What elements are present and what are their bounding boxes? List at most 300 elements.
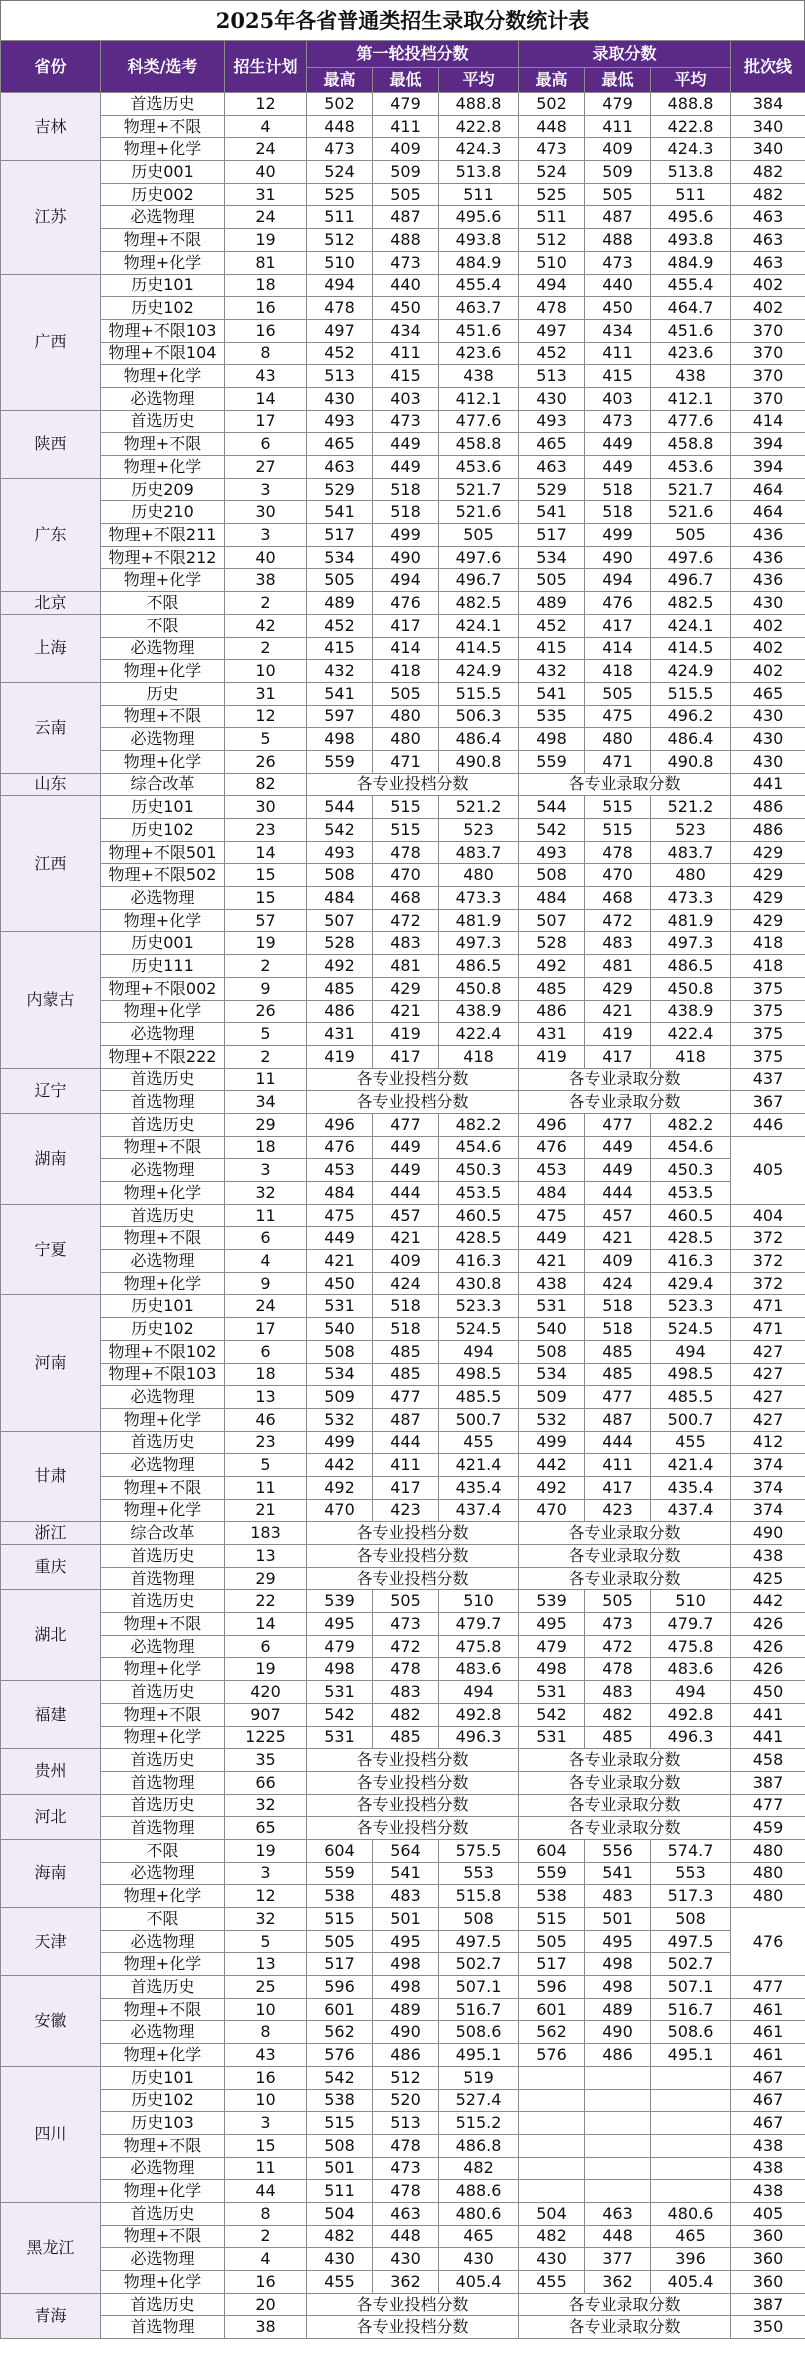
batch-line-cell: 429 <box>731 841 805 864</box>
track-cell: 必选物理 <box>101 2157 225 2180</box>
plan-cell: 11 <box>225 1476 307 1499</box>
filing-max-cell: 534 <box>307 546 373 569</box>
filing-min-cell: 541 <box>373 1862 439 1885</box>
filing-min-cell: 421 <box>373 1000 439 1023</box>
filing-min-cell: 481 <box>373 955 439 978</box>
table-row <box>1 1908 805 1931</box>
track-cell: 物理+不限 <box>101 1703 225 1726</box>
filing-min-cell: 473 <box>373 251 439 274</box>
track-cell: 物理+化学 <box>101 660 225 683</box>
filing-avg-cell: 438 <box>439 365 519 388</box>
filing-min-cell: 434 <box>373 319 439 342</box>
filing-max-cell: 529 <box>307 478 373 501</box>
province-cell: 重庆 <box>1 1545 101 1590</box>
filing-avg-cell: 477.6 <box>439 410 519 433</box>
filing-min-cell: 515 <box>373 796 439 819</box>
filing-avg-cell: 465 <box>439 2225 519 2248</box>
batch-line-cell: 340 <box>731 115 805 138</box>
filing-min-cell: 487 <box>373 206 439 229</box>
filing-max-cell: 576 <box>307 2044 373 2067</box>
track-cell: 首选历史 <box>101 1681 225 1704</box>
filing-avg-cell: 475.8 <box>439 1635 519 1658</box>
track-cell: 物理+不限502 <box>101 864 225 887</box>
table-row <box>1 1386 805 1409</box>
header-filing-max: 最高 <box>307 68 373 93</box>
filing-avg-cell: 450.8 <box>439 977 519 1000</box>
filing-min-cell: 463 <box>373 2202 439 2225</box>
plan-cell: 14 <box>225 387 307 410</box>
admission-max-cell: 540 <box>519 1318 585 1341</box>
batch-line-cell: 429 <box>731 887 805 910</box>
track-cell: 历史111 <box>101 955 225 978</box>
filing-max-cell: 497 <box>307 319 373 342</box>
filing-max-cell: 484 <box>307 1182 373 1205</box>
plan-cell: 6 <box>225 1227 307 1250</box>
province-cell: 湖北 <box>1 1590 101 1681</box>
batch-line-cell: 436 <box>731 569 805 592</box>
admission-max-cell: 601 <box>519 1998 585 2021</box>
admission-max-cell: 438 <box>519 1272 585 1295</box>
batch-line-cell: 430 <box>731 705 805 728</box>
admission-min-cell <box>585 2157 651 2180</box>
admission-max-cell: 465 <box>519 433 585 456</box>
track-cell: 必选物理 <box>101 1023 225 1046</box>
batch-line-cell: 446 <box>731 1113 805 1136</box>
table-row <box>1 183 805 206</box>
admission-avg-cell: 480.6 <box>651 2202 731 2225</box>
admission-min-cell: 494 <box>585 569 651 592</box>
admission-min-cell: 409 <box>585 138 651 161</box>
filing-avg-cell: 521.6 <box>439 501 519 524</box>
plan-cell: 32 <box>225 1794 307 1817</box>
filing-max-cell: 432 <box>307 660 373 683</box>
table-row <box>1 1476 805 1499</box>
admission-min-cell: 414 <box>585 637 651 660</box>
track-cell: 首选历史 <box>101 1113 225 1136</box>
admission-avg-cell: 495.6 <box>651 206 731 229</box>
admission-avg-cell: 488.8 <box>651 93 731 116</box>
filing-min-cell: 478 <box>373 2180 439 2203</box>
batch-line-cell: 461 <box>731 1998 805 2021</box>
admission-min-cell: 417 <box>585 1045 651 1068</box>
track-cell: 必选物理 <box>101 728 225 751</box>
admission-min-cell: 487 <box>585 1408 651 1431</box>
track-cell: 首选历史 <box>101 1068 225 1091</box>
all-majors-filing-cell: 各专业投档分数 <box>307 1068 519 1091</box>
filing-avg-cell: 418 <box>439 1045 519 1068</box>
filing-min-cell: 421 <box>373 1227 439 1250</box>
all-majors-admission-cell: 各专业录取分数 <box>519 1771 731 1794</box>
plan-cell: 10 <box>225 660 307 683</box>
track-cell: 必选物理 <box>101 1159 225 1182</box>
table-row <box>1 750 805 773</box>
admission-min-cell: 483 <box>585 1681 651 1704</box>
admission-avg-cell: 515.5 <box>651 682 731 705</box>
track-cell: 必选物理 <box>101 1862 225 1885</box>
admission-avg-cell: 496.3 <box>651 1726 731 1749</box>
admission-avg-cell: 438 <box>651 365 731 388</box>
filing-max-cell: 484 <box>307 887 373 910</box>
filing-max-cell: 421 <box>307 1250 373 1273</box>
admission-max-cell: 512 <box>519 229 585 252</box>
province-cell: 云南 <box>1 682 101 773</box>
filing-avg-cell: 437.4 <box>439 1499 519 1522</box>
admission-max-cell: 489 <box>519 592 585 615</box>
admission-min-cell: 483 <box>585 1885 651 1908</box>
table-header <box>1 41 805 93</box>
filing-max-cell: 538 <box>307 2089 373 2112</box>
filing-min-cell: 485 <box>373 1726 439 1749</box>
province-cell: 北京 <box>1 592 101 615</box>
table-row <box>1 932 805 955</box>
filing-avg-cell: 435.4 <box>439 1476 519 1499</box>
admission-min-cell <box>585 2066 651 2089</box>
admission-max-cell: 485 <box>519 977 585 1000</box>
filing-max-cell: 431 <box>307 1023 373 1046</box>
plan-cell: 12 <box>225 705 307 728</box>
table-row <box>1 1250 805 1273</box>
all-majors-admission-cell: 各专业录取分数 <box>519 1091 731 1114</box>
province-cell: 福建 <box>1 1681 101 1749</box>
filing-max-cell: 470 <box>307 1499 373 1522</box>
filing-max-cell: 531 <box>307 1681 373 1704</box>
admission-max-cell: 470 <box>519 1499 585 1522</box>
batch-line-cell: 402 <box>731 614 805 637</box>
batch-line-cell: 438 <box>731 2157 805 2180</box>
filing-max-cell: 492 <box>307 1476 373 1499</box>
all-majors-admission-cell: 各专业录取分数 <box>519 2316 731 2339</box>
track-cell: 首选历史 <box>101 1749 225 1772</box>
filing-max-cell: 486 <box>307 1000 373 1023</box>
admission-avg-cell: 424.9 <box>651 660 731 683</box>
batch-line-cell: 463 <box>731 229 805 252</box>
table-row <box>1 546 805 569</box>
plan-cell: 32 <box>225 1908 307 1931</box>
filing-max-cell: 449 <box>307 1227 373 1250</box>
filing-min-cell: 518 <box>373 1318 439 1341</box>
filing-avg-cell: 494 <box>439 1681 519 1704</box>
filing-max-cell: 482 <box>307 2225 373 2248</box>
admission-avg-cell: 479.7 <box>651 1613 731 1636</box>
table-row <box>1 319 805 342</box>
filing-min-cell: 487 <box>373 1408 439 1431</box>
track-cell: 物理+化学 <box>101 1499 225 1522</box>
plan-cell: 16 <box>225 297 307 320</box>
track-cell: 首选物理 <box>101 1567 225 1590</box>
admission-max-cell: 463 <box>519 456 585 479</box>
admission-max-cell: 492 <box>519 955 585 978</box>
batch-line-cell: 370 <box>731 342 805 365</box>
filing-avg-cell: 428.5 <box>439 1227 519 1250</box>
filing-max-cell: 562 <box>307 2021 373 2044</box>
province-cell: 河北 <box>1 1794 101 1839</box>
filing-avg-cell: 497.5 <box>439 1930 519 1953</box>
province-cell: 广东 <box>1 478 101 591</box>
filing-min-cell: 449 <box>373 1159 439 1182</box>
filing-max-cell: 515 <box>307 2112 373 2135</box>
track-cell: 物理+不限212 <box>101 546 225 569</box>
plan-cell: 12 <box>225 93 307 116</box>
batch-line-cell: 370 <box>731 365 805 388</box>
filing-min-cell: 468 <box>373 887 439 910</box>
filing-avg-cell: 412.1 <box>439 387 519 410</box>
plan-cell: 420 <box>225 1681 307 1704</box>
track-cell: 不限 <box>101 1839 225 1862</box>
admission-min-cell: 475 <box>585 705 651 728</box>
filing-max-cell: 430 <box>307 2248 373 2271</box>
admission-max-cell: 542 <box>519 1703 585 1726</box>
batch-line-cell: 461 <box>731 2021 805 2044</box>
admission-max-cell: 499 <box>519 1431 585 1454</box>
admission-min-cell: 495 <box>585 1930 651 1953</box>
table-row <box>1 1545 805 1568</box>
admission-avg-cell: 438.9 <box>651 1000 731 1023</box>
admission-min-cell: 403 <box>585 387 651 410</box>
filing-avg-cell: 495.6 <box>439 206 519 229</box>
filing-max-cell: 601 <box>307 1998 373 2021</box>
table-row <box>1 342 805 365</box>
score-table <box>0 40 805 2339</box>
filing-avg-cell: 480 <box>439 864 519 887</box>
filing-max-cell: 597 <box>307 705 373 728</box>
admission-avg-cell <box>651 2112 731 2135</box>
admission-min-cell: 423 <box>585 1499 651 1522</box>
all-majors-filing-cell: 各专业投档分数 <box>307 1817 519 1840</box>
table-row <box>1 365 805 388</box>
admission-min-cell: 478 <box>585 1658 651 1681</box>
plan-cell: 31 <box>225 183 307 206</box>
batch-line-cell: 450 <box>731 1681 805 1704</box>
plan-cell: 42 <box>225 614 307 637</box>
track-cell: 物理+化学 <box>101 456 225 479</box>
batch-line-cell: 394 <box>731 456 805 479</box>
batch-line-cell: 372 <box>731 1227 805 1250</box>
table-row <box>1 977 805 1000</box>
filing-max-cell: 455 <box>307 2271 373 2294</box>
admission-avg-cell: 435.4 <box>651 1476 731 1499</box>
track-cell: 物理+不限104 <box>101 342 225 365</box>
admission-min-cell: 477 <box>585 1386 651 1409</box>
admission-min-cell <box>585 2089 651 2112</box>
admission-max-cell: 596 <box>519 1976 585 1999</box>
admission-max-cell: 562 <box>519 2021 585 2044</box>
filing-avg-cell: 527.4 <box>439 2089 519 2112</box>
filing-max-cell: 517 <box>307 1953 373 1976</box>
filing-avg-cell: 455 <box>439 1431 519 1454</box>
filing-min-cell: 417 <box>373 1476 439 1499</box>
table-row <box>1 1590 805 1613</box>
admission-max-cell <box>519 2112 585 2135</box>
batch-line-cell: 418 <box>731 932 805 955</box>
table-row <box>1 2044 805 2067</box>
plan-cell: 8 <box>225 2021 307 2044</box>
filing-avg-cell: 484.9 <box>439 251 519 274</box>
admission-avg-cell: 423.6 <box>651 342 731 365</box>
table-row <box>1 251 805 274</box>
batch-line-cell: 370 <box>731 387 805 410</box>
table-row <box>1 1000 805 1023</box>
filing-max-cell: 415 <box>307 637 373 660</box>
admission-max-cell: 415 <box>519 637 585 660</box>
filing-max-cell: 508 <box>307 2134 373 2157</box>
admission-max-cell: 544 <box>519 796 585 819</box>
filing-min-cell: 430 <box>373 2248 439 2271</box>
admission-max-cell: 452 <box>519 614 585 637</box>
table-row <box>1 410 805 433</box>
batch-line-cell: 436 <box>731 546 805 569</box>
filing-max-cell: 494 <box>307 274 373 297</box>
batch-line-cell: 463 <box>731 251 805 274</box>
table-row <box>1 1363 805 1386</box>
filing-min-cell: 411 <box>373 115 439 138</box>
admission-avg-cell <box>651 2157 731 2180</box>
filing-avg-cell: 575.5 <box>439 1839 519 1862</box>
filing-max-cell: 525 <box>307 183 373 206</box>
filing-max-cell: 513 <box>307 365 373 388</box>
filing-max-cell: 495 <box>307 1613 373 1636</box>
filing-avg-cell: 423.6 <box>439 342 519 365</box>
filing-min-cell: 499 <box>373 524 439 547</box>
table-row <box>1 1567 805 1590</box>
track-cell: 必选物理 <box>101 637 225 660</box>
table-row <box>1 2225 805 2248</box>
admission-max-cell: 509 <box>519 1386 585 1409</box>
filing-min-cell: 498 <box>373 1976 439 1999</box>
plan-cell: 15 <box>225 2134 307 2157</box>
table-row <box>1 524 805 547</box>
filing-avg-cell: 458.8 <box>439 433 519 456</box>
batch-line-cell: 372 <box>731 1272 805 1295</box>
admission-avg-cell: 453.5 <box>651 1182 731 1205</box>
batch-line-cell: 427 <box>731 1386 805 1409</box>
batch-line-cell: 441 <box>731 773 805 796</box>
table-row <box>1 1658 805 1681</box>
filing-max-cell: 538 <box>307 1885 373 1908</box>
admission-max-cell: 431 <box>519 1023 585 1046</box>
filing-min-cell: 418 <box>373 660 439 683</box>
admission-max-cell: 479 <box>519 1635 585 1658</box>
admission-avg-cell: 493.8 <box>651 229 731 252</box>
filing-min-cell: 473 <box>373 1613 439 1636</box>
track-cell: 历史101 <box>101 1295 225 1318</box>
table-row <box>1 660 805 683</box>
track-cell: 物理+化学 <box>101 251 225 274</box>
batch-line-cell: 402 <box>731 660 805 683</box>
filing-min-cell: 513 <box>373 2112 439 2135</box>
filing-avg-cell: 498.5 <box>439 1363 519 1386</box>
admission-avg-cell: 483.6 <box>651 1658 731 1681</box>
filing-max-cell: 531 <box>307 1726 373 1749</box>
filing-avg-cell: 519 <box>439 2066 519 2089</box>
header-filing-min: 最低 <box>373 68 439 93</box>
admission-max-cell: 542 <box>519 819 585 842</box>
filing-avg-cell: 508 <box>439 1908 519 1931</box>
admission-avg-cell: 496.7 <box>651 569 731 592</box>
batch-line-cell: 375 <box>731 977 805 1000</box>
admission-min-cell: 505 <box>585 1590 651 1613</box>
all-majors-admission-cell: 各专业录取分数 <box>519 2293 731 2316</box>
filing-avg-cell: 483.7 <box>439 841 519 864</box>
table-row <box>1 2180 805 2203</box>
plan-cell: 23 <box>225 819 307 842</box>
table-row <box>1 1454 805 1477</box>
table-row <box>1 955 805 978</box>
admission-min-cell: 417 <box>585 614 651 637</box>
filing-max-cell: 542 <box>307 2066 373 2089</box>
plan-cell: 4 <box>225 2248 307 2271</box>
plan-cell: 13 <box>225 1386 307 1409</box>
admission-min-cell: 411 <box>585 342 651 365</box>
filing-min-cell: 485 <box>373 1340 439 1363</box>
table-row <box>1 728 805 751</box>
filing-avg-cell: 463.7 <box>439 297 519 320</box>
batch-line-cell: 477 <box>731 1794 805 1817</box>
filing-min-cell: 478 <box>373 841 439 864</box>
table-row <box>1 682 805 705</box>
batch-line-cell: 437 <box>731 1068 805 1091</box>
admission-min-cell: 449 <box>585 456 651 479</box>
track-cell: 历史103 <box>101 2112 225 2135</box>
admission-avg-cell: 486.5 <box>651 955 731 978</box>
admission-max-cell: 504 <box>519 2202 585 2225</box>
track-cell: 物理+不限 <box>101 433 225 456</box>
filing-min-cell: 414 <box>373 637 439 660</box>
filing-max-cell: 534 <box>307 1363 373 1386</box>
track-cell: 首选物理 <box>101 1817 225 1840</box>
admission-min-cell: 501 <box>585 1908 651 1931</box>
table-row <box>1 569 805 592</box>
table-row <box>1 2157 805 2180</box>
plan-cell: 15 <box>225 887 307 910</box>
batch-line-cell: 467 <box>731 2089 805 2112</box>
header-batch-line: 批次线 <box>731 41 805 93</box>
batch-line-cell: 340 <box>731 138 805 161</box>
filing-min-cell: 419 <box>373 1023 439 1046</box>
filing-min-cell: 518 <box>373 478 439 501</box>
plan-cell: 18 <box>225 274 307 297</box>
filing-min-cell: 490 <box>373 546 439 569</box>
admission-avg-cell: 574.7 <box>651 1839 731 1862</box>
admission-min-cell: 473 <box>585 251 651 274</box>
filing-max-cell: 544 <box>307 796 373 819</box>
admission-avg-cell: 482.2 <box>651 1113 731 1136</box>
admission-max-cell: 478 <box>519 297 585 320</box>
batch-line-cell: 436 <box>731 524 805 547</box>
admission-avg-cell: 508.6 <box>651 2021 731 2044</box>
admission-min-cell: 472 <box>585 1635 651 1658</box>
admission-min-cell: 463 <box>585 2202 651 2225</box>
filing-avg-cell: 454.6 <box>439 1136 519 1159</box>
plan-cell: 32 <box>225 1182 307 1205</box>
batch-line-cell: 482 <box>731 183 805 206</box>
plan-cell: 3 <box>225 2112 307 2135</box>
admission-avg-cell: 458.8 <box>651 433 731 456</box>
track-cell: 历史101 <box>101 274 225 297</box>
filing-min-cell: 403 <box>373 387 439 410</box>
track-cell: 历史102 <box>101 297 225 320</box>
filing-avg-cell: 414.5 <box>439 637 519 660</box>
filing-max-cell: 505 <box>307 569 373 592</box>
filing-avg-cell: 486.5 <box>439 955 519 978</box>
all-majors-filing-cell: 各专业投档分数 <box>307 2316 519 2339</box>
table-row <box>1 1113 805 1136</box>
plan-cell: 2 <box>225 1045 307 1068</box>
track-cell: 历史210 <box>101 501 225 524</box>
admission-avg-cell: 513.8 <box>651 161 731 184</box>
admission-avg-cell: 477.6 <box>651 410 731 433</box>
table-row <box>1 1522 805 1545</box>
filing-min-cell: 411 <box>373 342 439 365</box>
